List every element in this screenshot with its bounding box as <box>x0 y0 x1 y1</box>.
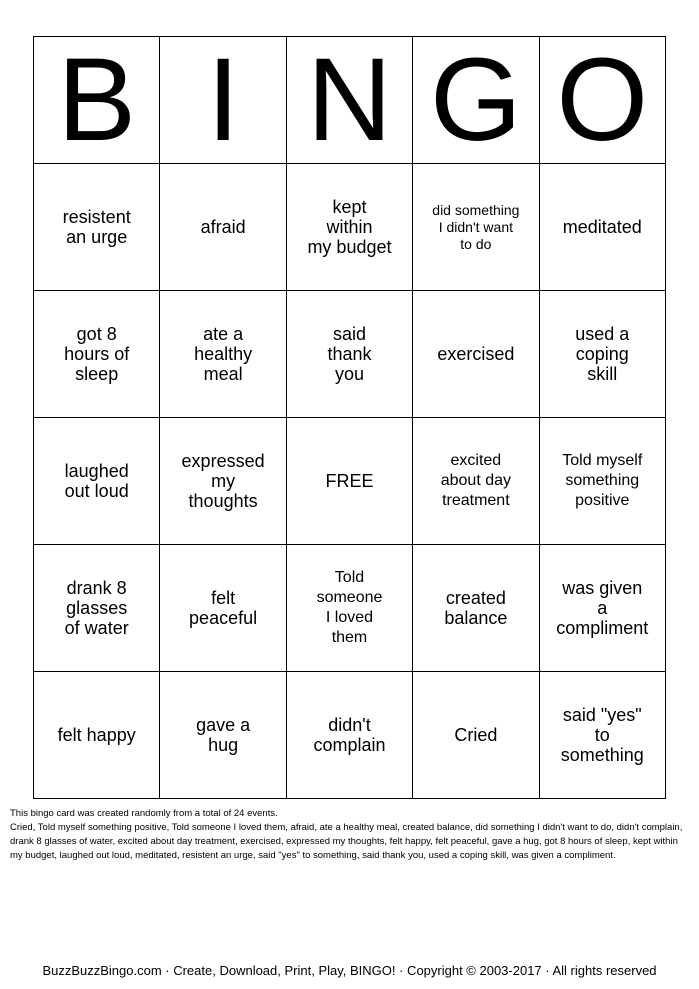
bingo-cell <box>539 672 665 799</box>
cell-text: exercised <box>437 344 515 364</box>
cell-text: used a coping skill <box>575 324 630 384</box>
bingo-cell <box>286 164 412 291</box>
bingo-card <box>33 36 666 799</box>
bingo-cell <box>413 545 539 672</box>
copyright-footer: BuzzBuzzBingo.com · Create, Download, Print, Play, BINGO! · Copyright © 2003-2017 · All rights reserved <box>42 963 657 978</box>
bingo-cell <box>160 291 286 418</box>
bingo-cell <box>413 164 539 291</box>
grid-row <box>34 672 666 799</box>
cell-text: resistent an urge <box>62 207 131 247</box>
header-letter-g: G <box>413 37 539 164</box>
cell-text: expressed my thoughts <box>181 451 265 511</box>
header-letter-b: B <box>34 37 160 164</box>
free-space-cell <box>286 418 412 545</box>
free-space-text: FREE <box>325 471 374 491</box>
bingo-cell <box>539 291 665 418</box>
cell-text: meditated <box>562 217 642 237</box>
cell-text: got 8 hours of sleep <box>64 324 130 384</box>
grid-row <box>34 545 666 672</box>
bingo-cell <box>286 291 412 418</box>
bingo-cell <box>34 291 160 418</box>
bingo-cell <box>34 164 160 291</box>
cell-text: said "yes" to something <box>560 705 644 765</box>
grid-row <box>34 164 666 291</box>
cell-text: Cried <box>454 725 498 745</box>
bingo-cell <box>286 545 412 672</box>
event-list: Cried, Told myself something positive, Told someone I loved them, afraid, ate a healthy meal, created balance, did something I didn't want to do, didn't complain, drank 8 glasses of water, excited about day treatment, exercised, expressed my thoughts, felt happy, felt peaceful, gave a hug, got 8 hours of sleep, kept within my budget, laughed out loud, meditated, resistent an urge, said "yes" to something, said thank you, used a coping skill, was given a compliment. <box>10 822 683 861</box>
cell-text: felt peaceful <box>189 588 258 628</box>
bingo-cell <box>286 672 412 799</box>
cell-text: was given a compliment <box>556 578 649 638</box>
bingo-cell <box>413 418 539 545</box>
cell-text: didn't complain <box>313 715 386 755</box>
grid-row <box>34 418 666 545</box>
cell-text: kept within my budget <box>307 197 392 257</box>
bingo-cell <box>34 672 160 799</box>
cell-text: did something I didn't want to do <box>432 201 520 252</box>
bingo-cell <box>160 545 286 672</box>
header-letter-o: O <box>539 37 665 164</box>
bingo-cell <box>34 545 160 672</box>
bingo-cell <box>34 418 160 545</box>
header-letter-n: N <box>286 37 412 164</box>
card-info <box>10 807 690 863</box>
header-letter-i: I <box>160 37 286 164</box>
header-row <box>34 37 666 164</box>
bingo-cell <box>160 672 286 799</box>
cell-text: drank 8 glasses of water <box>64 578 129 638</box>
bingo-cell <box>160 418 286 545</box>
bingo-cell <box>539 545 665 672</box>
cell-text: Told myself something positive <box>562 452 643 509</box>
cell-text: felt happy <box>57 725 136 745</box>
cell-text: Told someone I loved them <box>316 569 383 646</box>
cell-text: said thank you <box>327 324 372 384</box>
bingo-cell <box>160 164 286 291</box>
grid-row <box>34 291 666 418</box>
bingo-cell <box>413 672 539 799</box>
card-summary: This bingo card was created randomly from a total of 24 events. <box>10 808 278 819</box>
cell-text: gave a hug <box>196 715 251 755</box>
cell-text: ate a healthy meal <box>194 324 253 384</box>
cell-text: afraid <box>200 217 246 237</box>
cell-text: excited about day treatment <box>440 452 511 509</box>
cell-text: created balance <box>444 588 508 628</box>
bingo-cell <box>413 291 539 418</box>
cell-text: laughed out loud <box>64 461 129 501</box>
bingo-cell <box>539 418 665 545</box>
bingo-cell <box>539 164 665 291</box>
